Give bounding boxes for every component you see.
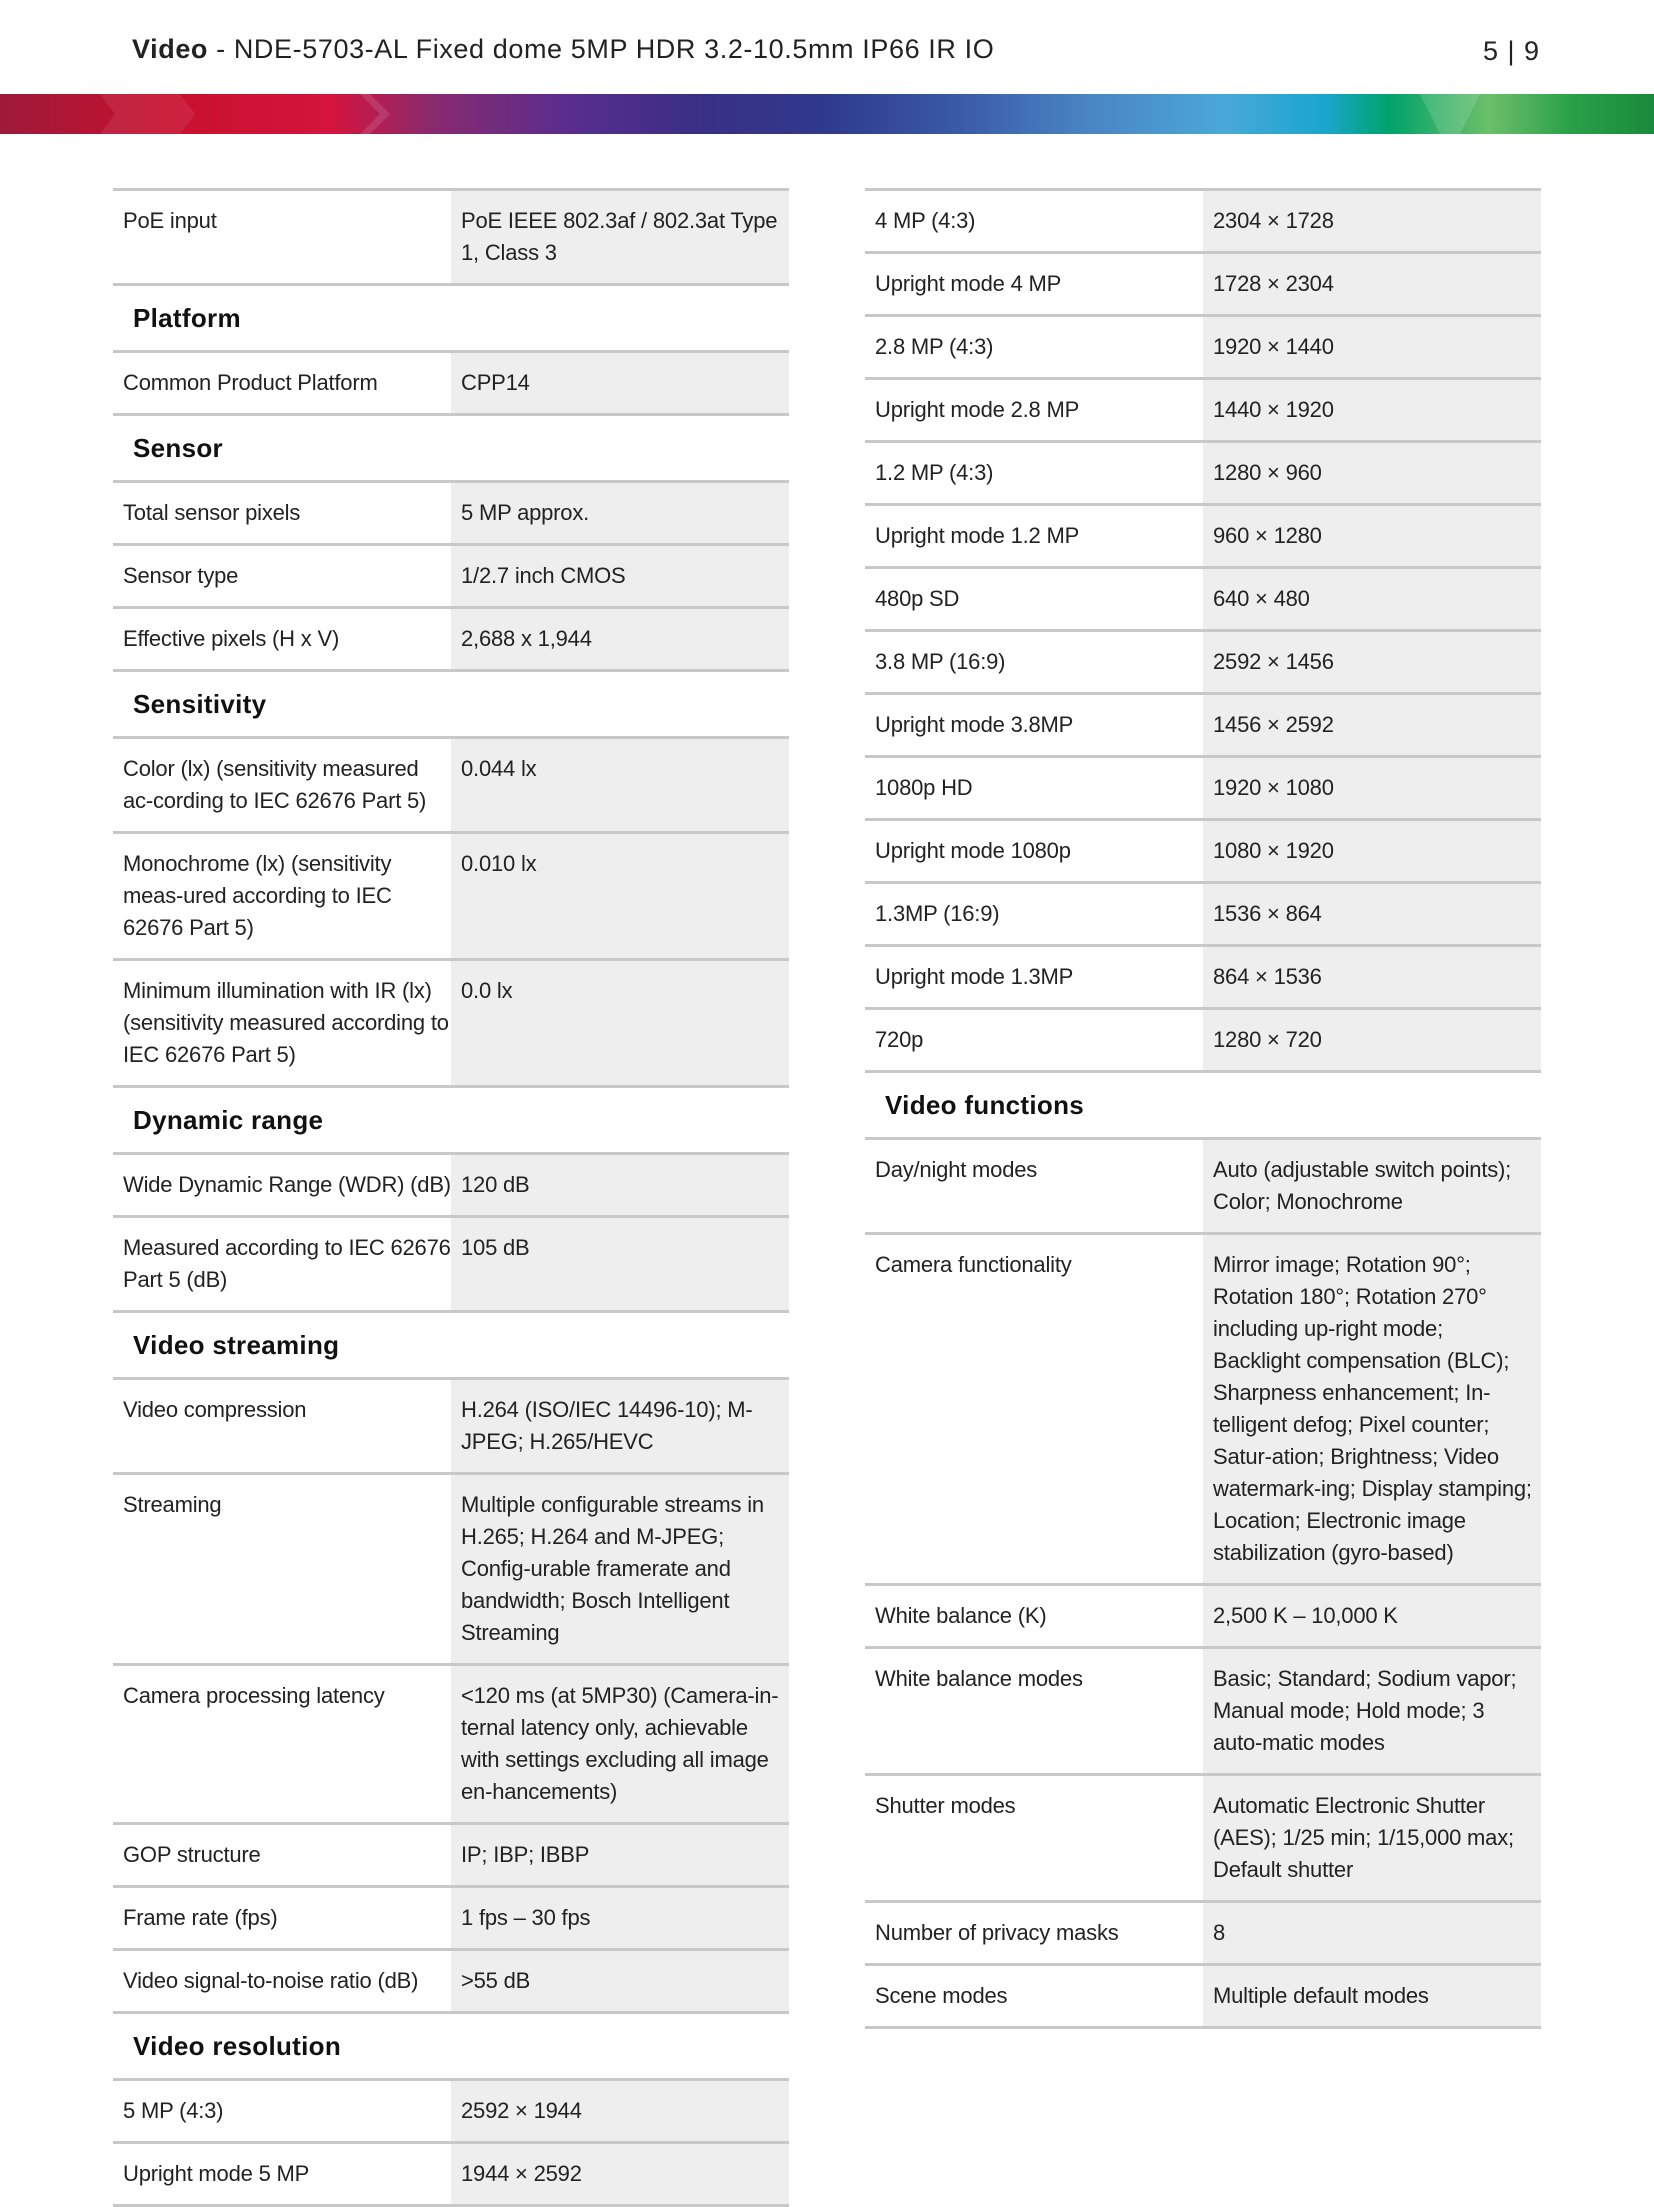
- spec-label: Minimum illumination with IR (lx) (sensitivity measured according to IEC 62676 Part 5): [123, 978, 449, 1067]
- spec-row: [865, 755, 1541, 818]
- spec-label: Upright mode 3.8MP: [875, 712, 1074, 737]
- spec-value: Automatic Electronic Shutter (AES); 1/25 min; 1/15,000 max; Default shutter: [1203, 1776, 1541, 1900]
- spec-row: [113, 1377, 789, 1472]
- spec-value: 1920 × 1080: [1203, 758, 1541, 818]
- section-heading: Sensor: [113, 413, 789, 480]
- spec-label: Wide Dynamic Range (WDR) (dB): [123, 1172, 451, 1197]
- spec-value: 1456 × 2592: [1203, 695, 1541, 755]
- spec-value: 1/2.7 inch CMOS: [451, 546, 789, 606]
- spec-label: Video signal-to-noise ratio (dB): [123, 1968, 419, 1993]
- spec-row: [113, 1885, 789, 1948]
- spec-label: Upright mode 2.8 MP: [875, 397, 1080, 422]
- spec-value: 960 × 1280: [1203, 506, 1541, 566]
- section-heading: Platform: [113, 283, 789, 350]
- spec-label: Frame rate (fps): [123, 1905, 278, 1930]
- spec-value: 1280 × 720: [1203, 1010, 1541, 1070]
- spec-label: Upright mode 5 MP: [123, 2161, 310, 2186]
- document-title-category: Video: [132, 34, 209, 64]
- spec-row: [113, 1663, 789, 1822]
- spec-row: [865, 440, 1541, 503]
- spec-value: 0.044 lx: [451, 739, 789, 831]
- spec-value: 2304 × 1728: [1203, 191, 1541, 251]
- spec-row: [865, 314, 1541, 377]
- spec-label: 5 MP (4:3): [123, 2098, 224, 2123]
- section-heading: Video functions: [865, 1070, 1541, 1137]
- spec-value: IP; IBP; IBBP: [451, 1825, 789, 1885]
- document-title: [132, 34, 994, 65]
- spec-row: [113, 831, 789, 958]
- spec-value: 105 dB: [451, 1218, 789, 1310]
- spec-label: White balance modes: [875, 1666, 1083, 1691]
- spec-value: 5 MP approx.: [451, 483, 789, 543]
- spec-label: PoE input: [123, 208, 217, 233]
- spec-row: [113, 2141, 789, 2207]
- spec-value: 1920 × 1440: [1203, 317, 1541, 377]
- spec-value: 1440 × 1920: [1203, 380, 1541, 440]
- spec-label: White balance (K): [875, 1603, 1047, 1628]
- spec-value: Mirror image; Rotation 90°; Rotation 180°; Rotation 270° including up-right mode; Backlight compensation (BLC); Sharpness enhancement; In-telligent defog; Pixel counter; Satur-ation; Brightness; Video watermark-ing; Display stamping; Location; Electronic image stabilization (gyro-based): [1203, 1235, 1541, 1583]
- spec-row: [865, 1900, 1541, 1963]
- spec-value: 0.0 lx: [451, 961, 789, 1085]
- spec-row: [865, 503, 1541, 566]
- spec-value: 1 fps – 30 fps: [451, 1888, 789, 1948]
- spec-table-right: [865, 188, 1541, 2029]
- spec-label: Upright mode 4 MP: [875, 271, 1062, 296]
- spec-row: [113, 1152, 789, 1215]
- spec-row: [865, 1773, 1541, 1900]
- spec-label: Sensor type: [123, 563, 239, 588]
- spec-row: [865, 944, 1541, 1007]
- spec-row: [865, 377, 1541, 440]
- spec-row: [865, 251, 1541, 314]
- spec-value: 2,500 K – 10,000 K: [1203, 1586, 1541, 1646]
- spec-row: [865, 1963, 1541, 2029]
- spec-row: [865, 1583, 1541, 1646]
- spec-value: >55 dB: [451, 1951, 789, 2011]
- spec-row: [113, 736, 789, 831]
- spec-row: [113, 606, 789, 669]
- spec-label: Scene modes: [875, 1983, 1008, 2008]
- spec-label: 1080p HD: [875, 775, 973, 800]
- spec-row: [113, 188, 789, 283]
- spec-label: Camera processing latency: [123, 1683, 385, 1708]
- spec-row: [865, 1007, 1541, 1070]
- spec-value: H.264 (ISO/IEC 14496-10); M-JPEG; H.265/HEVC: [451, 1380, 789, 1472]
- spec-label: Measured according to IEC 62676 Part 5 (dB): [123, 1235, 451, 1292]
- spec-row: [113, 1948, 789, 2011]
- spec-row: [113, 543, 789, 606]
- spec-label: 480p SD: [875, 586, 960, 611]
- spec-label: Camera functionality: [875, 1252, 1072, 1277]
- spec-row: [113, 1215, 789, 1310]
- spec-row: [865, 188, 1541, 251]
- spec-label: 4 MP (4:3): [875, 208, 976, 233]
- spec-value: 120 dB: [451, 1155, 789, 1215]
- spec-row: [865, 818, 1541, 881]
- spec-label: 3.8 MP (16:9): [875, 649, 1006, 674]
- page-header: [0, 0, 1654, 94]
- spec-label: Streaming: [123, 1492, 222, 1517]
- spec-label: Common Product Platform: [123, 370, 378, 395]
- section-heading: Video streaming: [113, 1310, 789, 1377]
- spec-label: Total sensor pixels: [123, 500, 301, 525]
- spec-value: <120 ms (at 5MP30) (Camera-in-ternal latency only, achievable with settings excluding all image en-hancements): [451, 1666, 789, 1822]
- spec-row: [865, 1232, 1541, 1583]
- spec-row: [113, 480, 789, 543]
- section-heading: Dynamic range: [113, 1085, 789, 1152]
- spec-value: 864 × 1536: [1203, 947, 1541, 1007]
- spec-row: [113, 1472, 789, 1663]
- spec-value: 640 × 480: [1203, 569, 1541, 629]
- spec-value: 8: [1203, 1903, 1541, 1963]
- spec-value: 2,688 x 1,944: [451, 609, 789, 669]
- spec-value: PoE IEEE 802.3af / 802.3at Type 1, Class 3: [451, 191, 789, 283]
- spec-value: Multiple default modes: [1203, 1966, 1541, 2026]
- spec-row: [113, 958, 789, 1085]
- spec-label: Upright mode 1.2 MP: [875, 523, 1080, 548]
- spec-row: [113, 2078, 789, 2141]
- section-heading: Sensitivity: [113, 669, 789, 736]
- spec-label: Video compression: [123, 1397, 307, 1422]
- spec-row: [865, 1646, 1541, 1773]
- spec-value: Auto (adjustable switch points); Color; Monochrome: [1203, 1140, 1541, 1232]
- spec-row: [113, 1822, 789, 1885]
- spec-value: CPP14: [451, 353, 789, 413]
- spec-row: [865, 692, 1541, 755]
- spec-label: 1.3MP (16:9): [875, 901, 1000, 926]
- spec-label: Color (lx) (sensitivity measured ac-cording to IEC 62676 Part 5): [123, 756, 427, 813]
- spec-label: Upright mode 1.3MP: [875, 964, 1074, 989]
- spec-value: Multiple configurable streams in H.265; H.264 and M-JPEG; Config-urable framerate and bandwidth; Bosch Intelligent Streaming: [451, 1475, 789, 1663]
- spec-value: 2592 × 1944: [451, 2081, 789, 2141]
- spec-row: [865, 629, 1541, 692]
- spec-row: [865, 1137, 1541, 1232]
- spec-row: [865, 881, 1541, 944]
- color-band-decoration: [0, 94, 1654, 134]
- document-title-product: - NDE-5703-AL Fixed dome 5MP HDR 3.2-10.5mm IP66 IR IO: [208, 34, 995, 64]
- spec-label: 2.8 MP (4:3): [875, 334, 994, 359]
- spec-row: [865, 566, 1541, 629]
- spec-value: 0.010 lx: [451, 834, 789, 958]
- spec-value: 1536 × 864: [1203, 884, 1541, 944]
- spec-label: Number of privacy masks: [875, 1920, 1119, 1945]
- spec-value: 1944 × 2592: [451, 2144, 789, 2204]
- spec-value: 2592 × 1456: [1203, 632, 1541, 692]
- spec-label: Effective pixels (H x V): [123, 626, 340, 651]
- section-heading: Video resolution: [113, 2011, 789, 2078]
- spec-label: GOP structure: [123, 1842, 261, 1867]
- spec-value: 1080 × 1920: [1203, 821, 1541, 881]
- spec-value: Basic; Standard; Sodium vapor; Manual mode; Hold mode; 3 auto-matic modes: [1203, 1649, 1541, 1773]
- spec-label: 1.2 MP (4:3): [875, 460, 994, 485]
- spec-value: 1280 × 960: [1203, 443, 1541, 503]
- spec-label: Day/night modes: [875, 1157, 1038, 1182]
- spec-label: 720p: [875, 1027, 924, 1052]
- spec-value: 1728 × 2304: [1203, 254, 1541, 314]
- spec-table-left: [113, 188, 789, 2207]
- spec-label: Shutter modes: [875, 1793, 1016, 1818]
- spec-label: Monochrome (lx) (sensitivity meas-ured according to IEC 62676 Part 5): [123, 851, 392, 940]
- spec-label: Upright mode 1080p: [875, 838, 1071, 863]
- page-number: 5 | 9: [1482, 36, 1540, 66]
- spec-row: [113, 350, 789, 413]
